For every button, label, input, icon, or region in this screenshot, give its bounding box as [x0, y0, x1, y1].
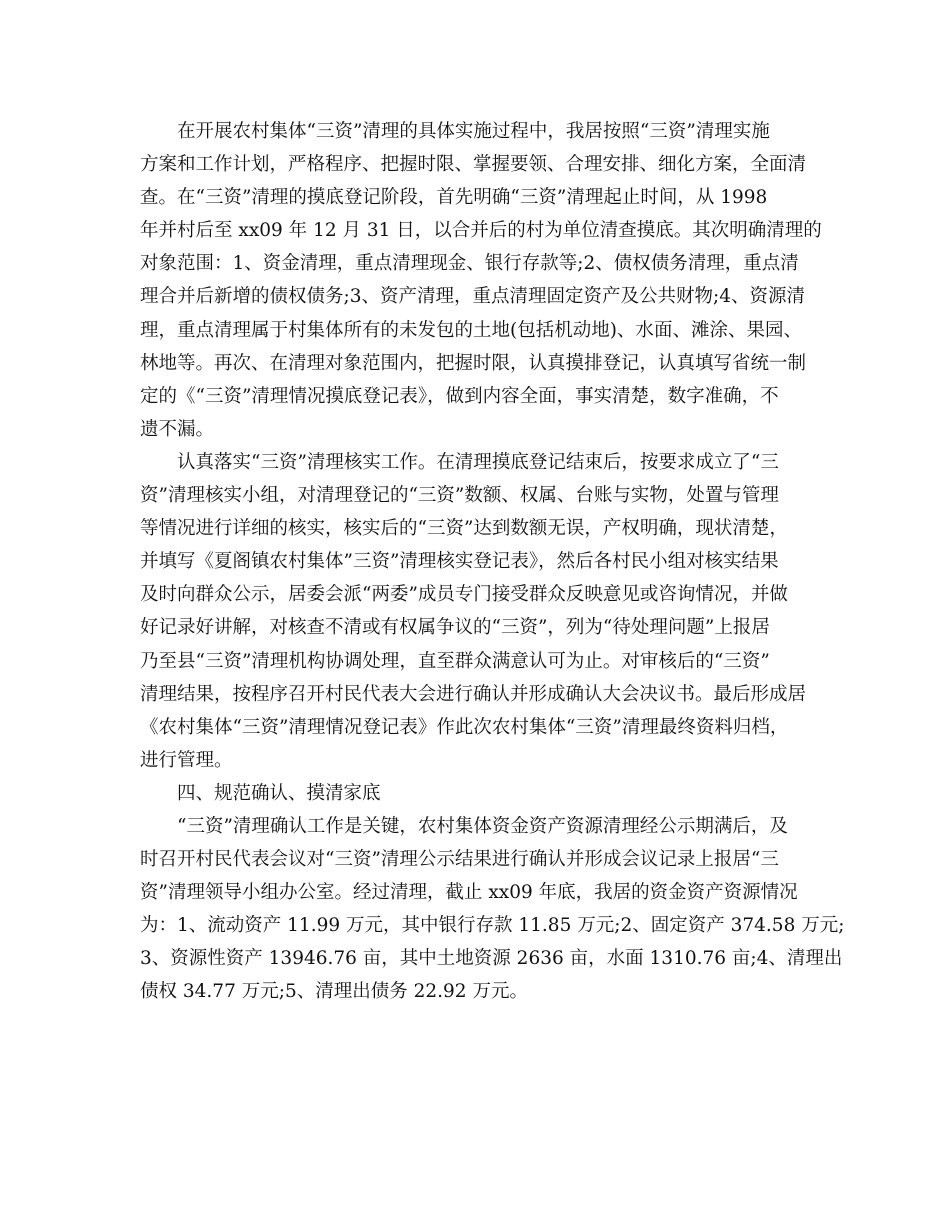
text-line: 年并村后至 xx09 年 12 月 31 日，以合并后的村为单位清查摸底。其次明确清理的 — [140, 220, 822, 242]
text-line: 《农村集体“三资”清理情况登记表》作此次农村集体“三资”清理最终资料归档， — [140, 716, 789, 738]
paragraph-sanzi-implementation — [140, 115, 830, 446]
text-line: “三资”清理确认工作是关键，农村集体资金资产资源清理经公示期满后，及 — [177, 815, 788, 837]
text-line: 债权 34.77 万元;5、清理出债务 22.92 万元。 — [140, 981, 528, 1003]
text-line: 好记录好讲解，对核查不清或有权属争议的“三资”，列为“待处理问题”上报居 — [140, 617, 770, 639]
text-line: 资”清理领导小组办公室。经过清理，截止 xx09 年底，我居的资金资产资源情况 — [140, 882, 798, 904]
text-line: 理，重点清理属于村集体所有的未发包的土地(包括机动地)、水面、滩涂、果园、 — [140, 319, 802, 341]
text-line: 及时向群众公示，居委会派“两委”成员专门接受群众反映意见或咨询情况，并做 — [140, 584, 788, 606]
text-line: 方案和工作计划，严格程序、把握时限、掌握要领、合理安排、细化方案，全面清 — [140, 154, 807, 176]
text-line: 林地等。再次、在清理对象范围内，把握时限，认真摸排登记，认真填写省统一制 — [140, 352, 807, 374]
section-heading — [140, 777, 830, 810]
text-line: 进行管理。 — [140, 749, 233, 771]
paragraph-confirmation-results — [140, 810, 845, 1009]
text-line: 在开展农村集体“三资”清理的具体实施过程中，我居按照“三资”清理实施 — [177, 121, 770, 142]
text-line: 时召开村民代表会议对“三资”清理公示结果进行确认并形成会议记录上报居“三 — [140, 849, 779, 871]
text-line: 乃至县“三资”清理机构协调处理，直至群众满意认可为止。对审核后的“三资” — [140, 650, 770, 672]
text-line: 对象范围：1、资金清理，重点清理现金、银行存款等;2、债权债务清理，重点清 — [140, 253, 799, 275]
text-line: 等情况进行详细的核实，核实后的“三资”达到数额无误，产权明确，现状清楚， — [140, 518, 788, 540]
text-line: 为：1、流动资产 11.99 万元，其中银行存款 11.85 万元;2、固定资产 374.58 万元; — [140, 915, 845, 937]
text-line: 理合并后新增的债权债务;3、资产清理，重点清理固定资产及公共财物;4、资源清 — [140, 286, 806, 308]
text-line: 查。在“三资”清理的摸底登记阶段，首先明确“三资”清理起止时间，从 1998 — [140, 187, 768, 209]
paragraph-verification-work — [140, 446, 830, 777]
text-line: 认真落实“三资”清理核实工作。在清理摸底登记结束后，按要求成立了“三 — [177, 451, 779, 473]
text-line: 3、资源性资产 13946.76 亩，其中土地资源 2636 亩，水面 1310.76 亩;4、清理出 — [140, 948, 843, 970]
text-line: 并填写《夏阁镇农村集体”三资”清理核实登记表》，然后各村民小组对核实结果 — [140, 551, 779, 573]
section-heading-text: 四、规范确认、摸清家底 — [177, 782, 381, 804]
text-line: 清理结果，按程序召开村民代表大会进行确认并形成确认大会决议书。最后形成居 — [140, 683, 807, 705]
text-line: 遗不漏。 — [140, 418, 215, 440]
text-line: 定的《“三资”清理情况摸底登记表》，做到内容全面，事实清楚，数字准确，不 — [140, 385, 779, 407]
text-line: 资”清理核实小组，对清理登记的“三资”数额、权属、台账与实物，处置与管理 — [140, 485, 779, 507]
document-body — [140, 115, 845, 1009]
